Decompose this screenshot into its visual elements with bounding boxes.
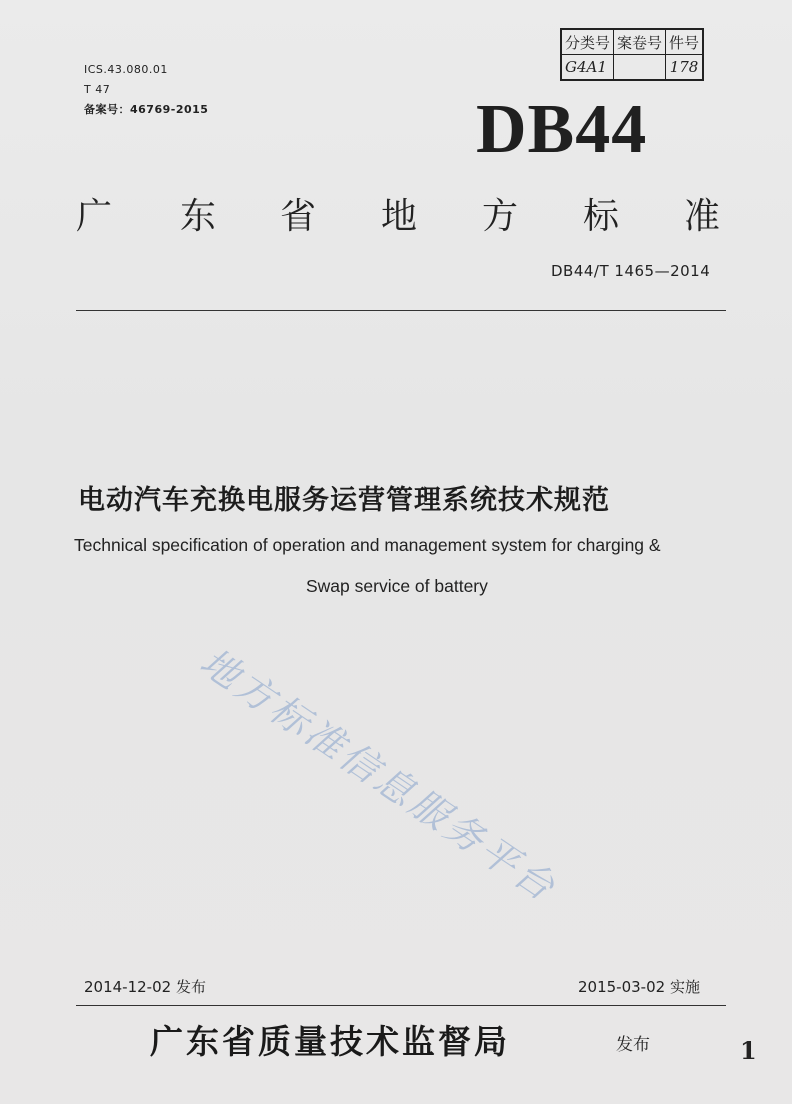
stamp-value-item: 178 <box>666 55 704 81</box>
issuing-authority: 广东省质量技术监督局 <box>150 1022 510 1061</box>
standard-type-char: 方 <box>482 196 519 237</box>
stamp-header-item: 件号 <box>666 29 704 55</box>
record-number: 备案号：46769-2015 <box>84 103 209 116</box>
header-divider <box>76 310 726 311</box>
stamp-value-category: G4A1 <box>561 55 614 81</box>
archive-stamp <box>560 28 704 81</box>
page-number: 1 <box>740 1036 757 1065</box>
standard-type-char: 省 <box>280 196 317 237</box>
stamp-header-volume: 案卷号 <box>614 29 666 55</box>
implementation-date: 2015-03-02 实施 <box>578 978 700 996</box>
watermark-text: 地方标准信息服务平台 <box>192 639 566 911</box>
standard-type-char: 准 <box>684 196 721 237</box>
classification-info <box>84 60 208 120</box>
standard-code: DB44 <box>476 91 648 168</box>
standard-number: DB44/T 1465—2014 <box>551 262 711 280</box>
stamp-value-volume <box>614 55 666 81</box>
stamp-header-category: 分类号 <box>561 29 614 55</box>
standard-type-char: 地 <box>381 196 418 237</box>
standard-type-char: 东 <box>180 196 217 237</box>
standard-type-char: 标 <box>583 196 620 237</box>
ccs-code: T 47 <box>84 83 111 96</box>
title-english-line1: Technical specification of operation and management system for charging & <box>74 535 661 555</box>
issue-date: 2014-12-02 发布 <box>84 978 206 996</box>
standard-type-heading <box>0 188 792 237</box>
ics-code: ICS.43.080.01 <box>84 63 168 76</box>
footer-divider <box>76 1005 726 1006</box>
issuer-suffix: 发布 <box>616 1035 650 1055</box>
title-chinese: 电动汽车充换电服务运营管理系统技术规范 <box>78 485 610 516</box>
standard-type-char: 广 <box>76 196 113 237</box>
title-english-line2: Swap service of battery <box>306 576 488 596</box>
